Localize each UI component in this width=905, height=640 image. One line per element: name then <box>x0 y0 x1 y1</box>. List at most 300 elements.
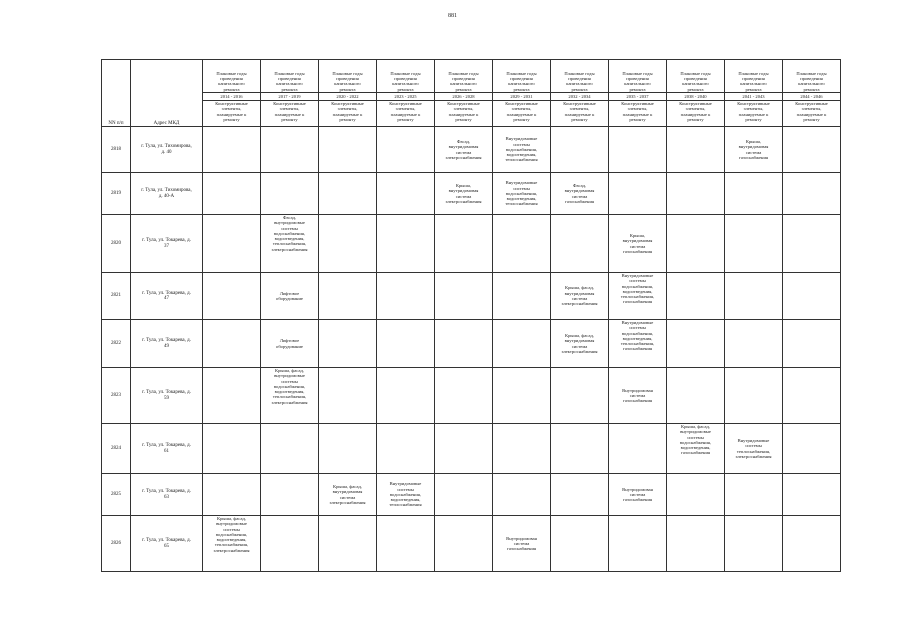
repair-item-line: системы <box>687 434 704 440</box>
period-header-line: капитального <box>218 81 245 87</box>
repair-item-line: водоснабжения, <box>505 190 538 196</box>
period-header-line: капитального <box>566 81 593 87</box>
repair-item-line: электроснабжения <box>561 301 598 307</box>
row-address <box>131 424 203 474</box>
repair-item-line: Фасад, <box>282 215 297 220</box>
repair-item-line: водоснабжения, <box>621 283 654 289</box>
table-row <box>102 215 841 273</box>
repair-cell <box>319 424 377 474</box>
period-subheader-line: ремонту <box>745 116 762 122</box>
period-years: 2041 - 2043 <box>725 93 783 101</box>
period-subheader-line: элементы, <box>395 106 416 112</box>
repair-item-line: Внутридомовые <box>505 180 538 186</box>
repair-cell <box>435 273 493 320</box>
repair-cell <box>319 474 377 516</box>
table-header <box>102 60 841 127</box>
repair-item-line: электроснабжения <box>735 453 772 459</box>
repair-cell <box>783 127 841 173</box>
repair-item-line: Крыша, фасад, <box>275 368 304 373</box>
period-header-line: проведения <box>220 76 243 82</box>
period-subheader <box>203 101 261 127</box>
repair-cell <box>319 127 377 173</box>
period-subheader <box>783 101 841 127</box>
table-row <box>102 368 841 424</box>
period-subheader-line: Конструктивные <box>273 101 306 106</box>
period-header-line: ремонта <box>339 86 356 92</box>
repair-cell <box>667 320 725 368</box>
repair-item-line: внутридомовая <box>564 188 595 194</box>
table-row <box>102 320 841 368</box>
repair-item-line: водоснабжения, <box>679 439 712 445</box>
repair-cell <box>609 127 667 173</box>
repair-item-line: водоснабжения, <box>621 330 654 336</box>
period-subheader-line: ремонту <box>687 116 704 122</box>
repair-cell <box>203 215 261 273</box>
period-years: 2020 - 2022 <box>319 93 377 101</box>
repair-item-line: Крыша, фасад, <box>217 516 246 521</box>
period-subheader-line: планируемые к <box>622 111 653 117</box>
period-subheader <box>667 101 725 127</box>
repair-cell <box>435 424 493 474</box>
address-line: г. Тула, ул. Токарева, д. <box>142 390 191 396</box>
repair-cell <box>319 320 377 368</box>
repair-item-line: газоснабжения <box>680 450 711 456</box>
repair-item-line: системы <box>629 325 646 331</box>
repair-item-line: системы <box>629 278 646 284</box>
period-header-line: капитального <box>740 81 767 87</box>
period-subheader <box>435 101 493 127</box>
repair-cell <box>435 516 493 572</box>
repair-item-line: газоснабжения <box>506 546 537 552</box>
repair-cell <box>493 320 551 368</box>
repair-cell <box>377 215 435 273</box>
period-header-title <box>203 60 261 93</box>
period-subheader-line: Конструктивные <box>737 101 770 106</box>
address-line: г. Тула, ул. Токарева, д. <box>142 238 191 244</box>
repair-item-line: Лифтовое <box>279 290 300 296</box>
row-address <box>131 173 203 215</box>
repair-cell <box>551 273 609 320</box>
repair-item-line: электроснабжения <box>271 399 308 405</box>
period-subheader-line: элементы, <box>685 106 706 112</box>
repair-item-line: внутридомовая <box>448 144 479 150</box>
repair-cell <box>783 215 841 273</box>
period-subheader-line: ремонту <box>571 116 588 122</box>
period-header-line: Плановые годы <box>332 70 363 76</box>
period-header-line: Плановые годы <box>622 70 653 76</box>
repair-cell <box>319 368 377 424</box>
repair-cell <box>783 516 841 572</box>
period-subheader-line: элементы, <box>511 106 532 112</box>
repair-cell <box>377 173 435 215</box>
repair-item-line: водоотведения, <box>390 497 421 503</box>
repair-cell <box>783 320 841 368</box>
repair-cell <box>203 127 261 173</box>
repair-item-line: водоотведения, <box>622 288 653 294</box>
repair-item-line: система <box>629 392 646 398</box>
period-subheader-line: ремонту <box>455 116 472 122</box>
repair-item-line: электроснабжения <box>329 499 366 505</box>
period-header-line: Плановые годы <box>274 70 305 76</box>
repair-cell <box>435 474 493 516</box>
period-header-line: Плановые годы <box>448 70 479 76</box>
period-subheader-line: ремонту <box>223 116 240 122</box>
period-years: 2017 - 2019 <box>261 93 319 101</box>
repair-cell <box>493 474 551 516</box>
repair-cell <box>493 127 551 173</box>
repair-cell <box>609 424 667 474</box>
row-address <box>131 127 203 173</box>
period-years: 2026 - 2028 <box>435 93 493 101</box>
repair-cell <box>783 474 841 516</box>
period-header-line: ремонта <box>803 86 820 92</box>
period-subheader-line: элементы, <box>627 106 648 112</box>
period-header-title <box>725 60 783 93</box>
address-line: 63 <box>164 494 169 500</box>
repair-cell <box>551 215 609 273</box>
row-number: 2823 <box>102 368 131 424</box>
address-line: 37 <box>164 243 169 249</box>
repair-cell <box>667 516 725 572</box>
repair-item-line: Внутридомовая <box>506 535 537 541</box>
period-years: 2014 - 2016 <box>203 93 261 101</box>
period-subheader <box>609 101 667 127</box>
repair-item-line: внутридомовая <box>564 290 595 296</box>
period-subheader-line: планируемые к <box>448 111 479 117</box>
repair-item-line: системы <box>281 225 298 231</box>
repair-item-line: система <box>455 193 472 199</box>
address-line: 59 <box>164 395 169 401</box>
address-line: г. Тула, ул. Токарева, д. <box>142 538 191 544</box>
repair-cell <box>261 320 319 368</box>
repair-item-line: электроснабжения <box>561 348 598 354</box>
repair-item-line: Крыша, фасад, <box>681 424 710 429</box>
period-subheader-line: планируемые к <box>506 111 537 117</box>
repair-item-line: Фасад, <box>456 138 471 144</box>
repair-item-line: электроснабжения <box>213 547 250 553</box>
repair-cell <box>551 516 609 572</box>
repair-item-line: система <box>629 243 646 249</box>
row-number: 2819 <box>102 173 131 215</box>
repair-cell <box>261 273 319 320</box>
period-years: 2044 - 2046 <box>783 93 841 101</box>
repair-item-line: водоотведения, <box>216 537 247 543</box>
period-header-line: ремонта <box>745 86 762 92</box>
period-header-title <box>551 60 609 93</box>
period-header-line: проведения <box>278 76 301 82</box>
repair-cell <box>783 368 841 424</box>
period-subheader-line: ремонту <box>397 116 414 122</box>
period-subheader-line: планируемые к <box>390 111 421 117</box>
period-header-line: капитального <box>798 81 825 87</box>
period-subheader <box>725 101 783 127</box>
repair-cell <box>551 368 609 424</box>
period-subheader-line: элементы, <box>801 106 822 112</box>
repair-cell <box>261 474 319 516</box>
repair-cell <box>667 127 725 173</box>
repair-cell <box>435 127 493 173</box>
repair-cell <box>725 215 783 273</box>
period-header-line: проведения <box>394 76 417 82</box>
repair-cell <box>725 424 783 474</box>
period-header-title <box>783 60 841 93</box>
period-subheader-line: планируемые к <box>332 111 363 117</box>
repair-cell <box>203 273 261 320</box>
period-subheader-line: планируемые к <box>680 111 711 117</box>
repair-cell <box>493 516 551 572</box>
repair-item-line: внутридомовые <box>274 373 305 379</box>
period-subheader-line: планируемые к <box>216 111 247 117</box>
period-header-line: ремонта <box>397 86 414 92</box>
repair-cell <box>493 273 551 320</box>
repair-item-line: внутридомовая <box>738 144 769 150</box>
repair-cell <box>203 424 261 474</box>
repair-cell <box>377 424 435 474</box>
repair-cell <box>725 474 783 516</box>
address-line: 65 <box>164 543 169 549</box>
repair-cell <box>551 173 609 215</box>
period-header-line: ремонта <box>223 86 240 92</box>
repair-cell <box>203 368 261 424</box>
repair-item-line: системы <box>513 141 530 147</box>
period-header-line: капитального <box>334 81 361 87</box>
period-subheader-line: Конструктивные <box>621 101 654 106</box>
capital-repair-plan-table <box>101 59 841 572</box>
period-years: 2023 - 2025 <box>377 93 435 101</box>
repair-item-line: водоотведения, <box>622 335 653 341</box>
period-subheader-line: ремонту <box>803 116 820 122</box>
repair-item-line: система <box>455 149 472 155</box>
column-header-address: Адрес МКД <box>131 60 203 127</box>
repair-item-line: теплоснабжения, <box>736 448 771 454</box>
repair-cell <box>609 273 667 320</box>
period-header-line: ремонта <box>629 86 646 92</box>
repair-item-line: системы <box>223 526 240 532</box>
period-subheader-line: элементы, <box>743 106 764 112</box>
repair-cell <box>551 320 609 368</box>
period-header-line: капитального <box>508 81 535 87</box>
period-header-title <box>319 60 377 93</box>
table-row <box>102 127 841 173</box>
period-subheader-line: ремонту <box>513 116 530 122</box>
repair-cell <box>725 368 783 424</box>
period-header-line: проведения <box>800 76 823 82</box>
repair-cell <box>551 127 609 173</box>
repair-item-line: система <box>629 491 646 497</box>
repair-item-line: водоотведения, <box>680 445 711 451</box>
repair-cell <box>493 215 551 273</box>
period-header-line: Плановые годы <box>738 70 769 76</box>
repair-item-line: система <box>571 296 588 301</box>
period-years: 2029 - 2031 <box>493 93 551 101</box>
row-address <box>131 474 203 516</box>
address-line: г. Тула, ул. Токарева, д. <box>142 290 191 296</box>
period-header-line: Плановые годы <box>680 70 711 76</box>
repair-cell <box>377 320 435 368</box>
period-subheader-line: Конструктивные <box>679 101 712 106</box>
period-subheader <box>493 101 551 127</box>
repair-item-line: теплоснабжения <box>505 157 538 163</box>
repair-item-line: системы <box>745 443 762 449</box>
row-address <box>131 320 203 368</box>
table-body <box>102 127 841 572</box>
repair-item-line: Внутридомовые <box>737 437 770 443</box>
repair-item-line: теплоснабжения <box>505 201 538 207</box>
period-subheader-line: Конструктивные <box>331 101 364 106</box>
period-subheader <box>377 101 435 127</box>
repair-item-line: Крыша, фасад, <box>565 332 594 338</box>
period-header-line: Плановые годы <box>506 70 537 76</box>
repair-cell <box>667 173 725 215</box>
period-header-line: Плановые годы <box>390 70 421 76</box>
repair-item-line: водоснабжения, <box>505 146 538 152</box>
row-address <box>131 368 203 424</box>
repair-cell <box>377 516 435 572</box>
repair-cell <box>493 424 551 474</box>
repair-item-line: системы <box>281 378 298 384</box>
repair-cell <box>493 368 551 424</box>
address-line: г. Тула, ул. Токарева, д. <box>142 443 191 449</box>
row-number: 2825 <box>102 474 131 516</box>
repair-cell <box>667 474 725 516</box>
period-subheader-line: элементы, <box>279 106 300 112</box>
repair-item-line: внутридомовые <box>680 429 711 435</box>
period-subheader-line: ремонту <box>629 116 646 122</box>
period-subheader <box>551 101 609 127</box>
period-subheader-line: планируемые к <box>796 111 827 117</box>
repair-item-line: Лифтовое <box>279 338 300 344</box>
repair-cell <box>667 215 725 273</box>
period-subheader <box>319 101 377 127</box>
row-address <box>131 273 203 320</box>
repair-cell <box>377 368 435 424</box>
repair-item-line: Внутридомовая <box>622 387 653 393</box>
repair-cell <box>203 320 261 368</box>
repair-item-line: Внутридомовые <box>505 136 538 142</box>
repair-cell <box>203 474 261 516</box>
repair-item-line: внутридомовая <box>448 188 479 194</box>
repair-cell <box>435 368 493 424</box>
repair-cell <box>667 368 725 424</box>
period-header-line: Плановые годы <box>216 70 247 76</box>
period-header-title <box>667 60 725 93</box>
repair-cell <box>609 320 667 368</box>
repair-item-line: внутридомовая <box>622 238 653 244</box>
period-subheader-line: Конструктивные <box>795 101 828 106</box>
period-header-title <box>261 60 319 93</box>
repair-item-line: теплоснабжения, <box>214 542 249 548</box>
row-number: 2826 <box>102 516 131 572</box>
repair-item-line: газоснабжения <box>564 198 595 204</box>
repair-cell <box>725 273 783 320</box>
period-header-line: ремонта <box>281 86 298 92</box>
period-subheader <box>261 101 319 127</box>
repair-item-line: водоотведения, <box>274 389 305 395</box>
repair-cell <box>551 474 609 516</box>
repair-cell <box>377 273 435 320</box>
repair-item-line: оборудование <box>276 343 303 349</box>
period-header-line: проведения <box>684 76 707 82</box>
period-years: 2032 - 2034 <box>551 93 609 101</box>
repair-cell <box>435 173 493 215</box>
period-header-line: ремонта <box>687 86 704 92</box>
repair-item-line: водоснабжения, <box>273 383 306 389</box>
repair-item-line: теплоснабжения, <box>620 294 655 300</box>
period-header-line: капитального <box>392 81 419 87</box>
repair-cell <box>609 173 667 215</box>
period-header-line: ремонта <box>455 86 472 92</box>
period-header-line: Плановые годы <box>564 70 595 76</box>
address-line: д. 40 <box>161 149 172 155</box>
repair-item-line: Внутридомовые <box>621 320 654 325</box>
repair-item-line: теплоснабжения, <box>272 394 307 400</box>
period-subheader-line: Конструктивные <box>505 101 538 106</box>
repair-item-line: система <box>745 149 762 155</box>
repair-item-line: газоснабжения <box>738 154 769 160</box>
repair-item-line: Крыша, фасад, <box>565 285 594 291</box>
repair-cell <box>319 215 377 273</box>
repair-item-line: газоснабжения <box>622 497 653 503</box>
repair-item-line: водоснабжения, <box>273 230 306 236</box>
repair-cell <box>261 173 319 215</box>
repair-item-line: Фасад, <box>572 182 587 188</box>
repair-cell <box>319 516 377 572</box>
address-line: 61 <box>164 448 169 454</box>
period-subheader-line: Конструктивные <box>389 101 422 106</box>
period-header-line: проведения <box>742 76 765 82</box>
period-header-line: проведения <box>568 76 591 82</box>
repair-cell <box>435 320 493 368</box>
repair-item-line: Крыша, <box>455 182 472 188</box>
repair-cell <box>261 368 319 424</box>
period-header-title <box>435 60 493 93</box>
repair-item-line: газоснабжения <box>622 299 653 305</box>
repair-item-line: внутридомовые <box>216 521 247 527</box>
repair-cell <box>551 424 609 474</box>
repair-cell <box>783 273 841 320</box>
period-header-line: капитального <box>682 81 709 87</box>
period-header-title <box>377 60 435 93</box>
repair-item-line: внутридомовая <box>564 338 595 344</box>
repair-item-line: системы <box>397 486 414 492</box>
row-number: 2820 <box>102 215 131 273</box>
period-header-title <box>609 60 667 93</box>
address-line: г. Тула, ул. Токарева, д. <box>142 489 191 495</box>
repair-item-line: газоснабжения <box>622 398 653 404</box>
repair-cell <box>783 173 841 215</box>
repair-item-line: Крыша, <box>629 232 646 238</box>
repair-cell <box>261 424 319 474</box>
repair-item-line: газоснабжения <box>622 248 653 254</box>
repair-cell <box>725 516 783 572</box>
period-header-line: капитального <box>624 81 651 87</box>
repair-cell <box>667 273 725 320</box>
repair-item-line: газоснабжения <box>622 346 653 352</box>
table-row <box>102 273 841 320</box>
period-subheader-line: элементы, <box>453 106 474 112</box>
period-header-line: ремонта <box>513 86 530 92</box>
period-subheader-line: ремонту <box>339 116 356 122</box>
repair-item-line: оборудование <box>276 296 303 301</box>
repair-cell <box>261 127 319 173</box>
period-years: 2035 - 2037 <box>609 93 667 101</box>
repair-cell <box>609 516 667 572</box>
repair-item-line: теплоснабжения, <box>620 341 655 347</box>
repair-item-line: внутридомовая <box>332 489 363 495</box>
repair-cell <box>261 215 319 273</box>
period-header-line: Плановые годы <box>796 70 827 76</box>
repair-item-line: Внутридомовая <box>622 486 653 492</box>
